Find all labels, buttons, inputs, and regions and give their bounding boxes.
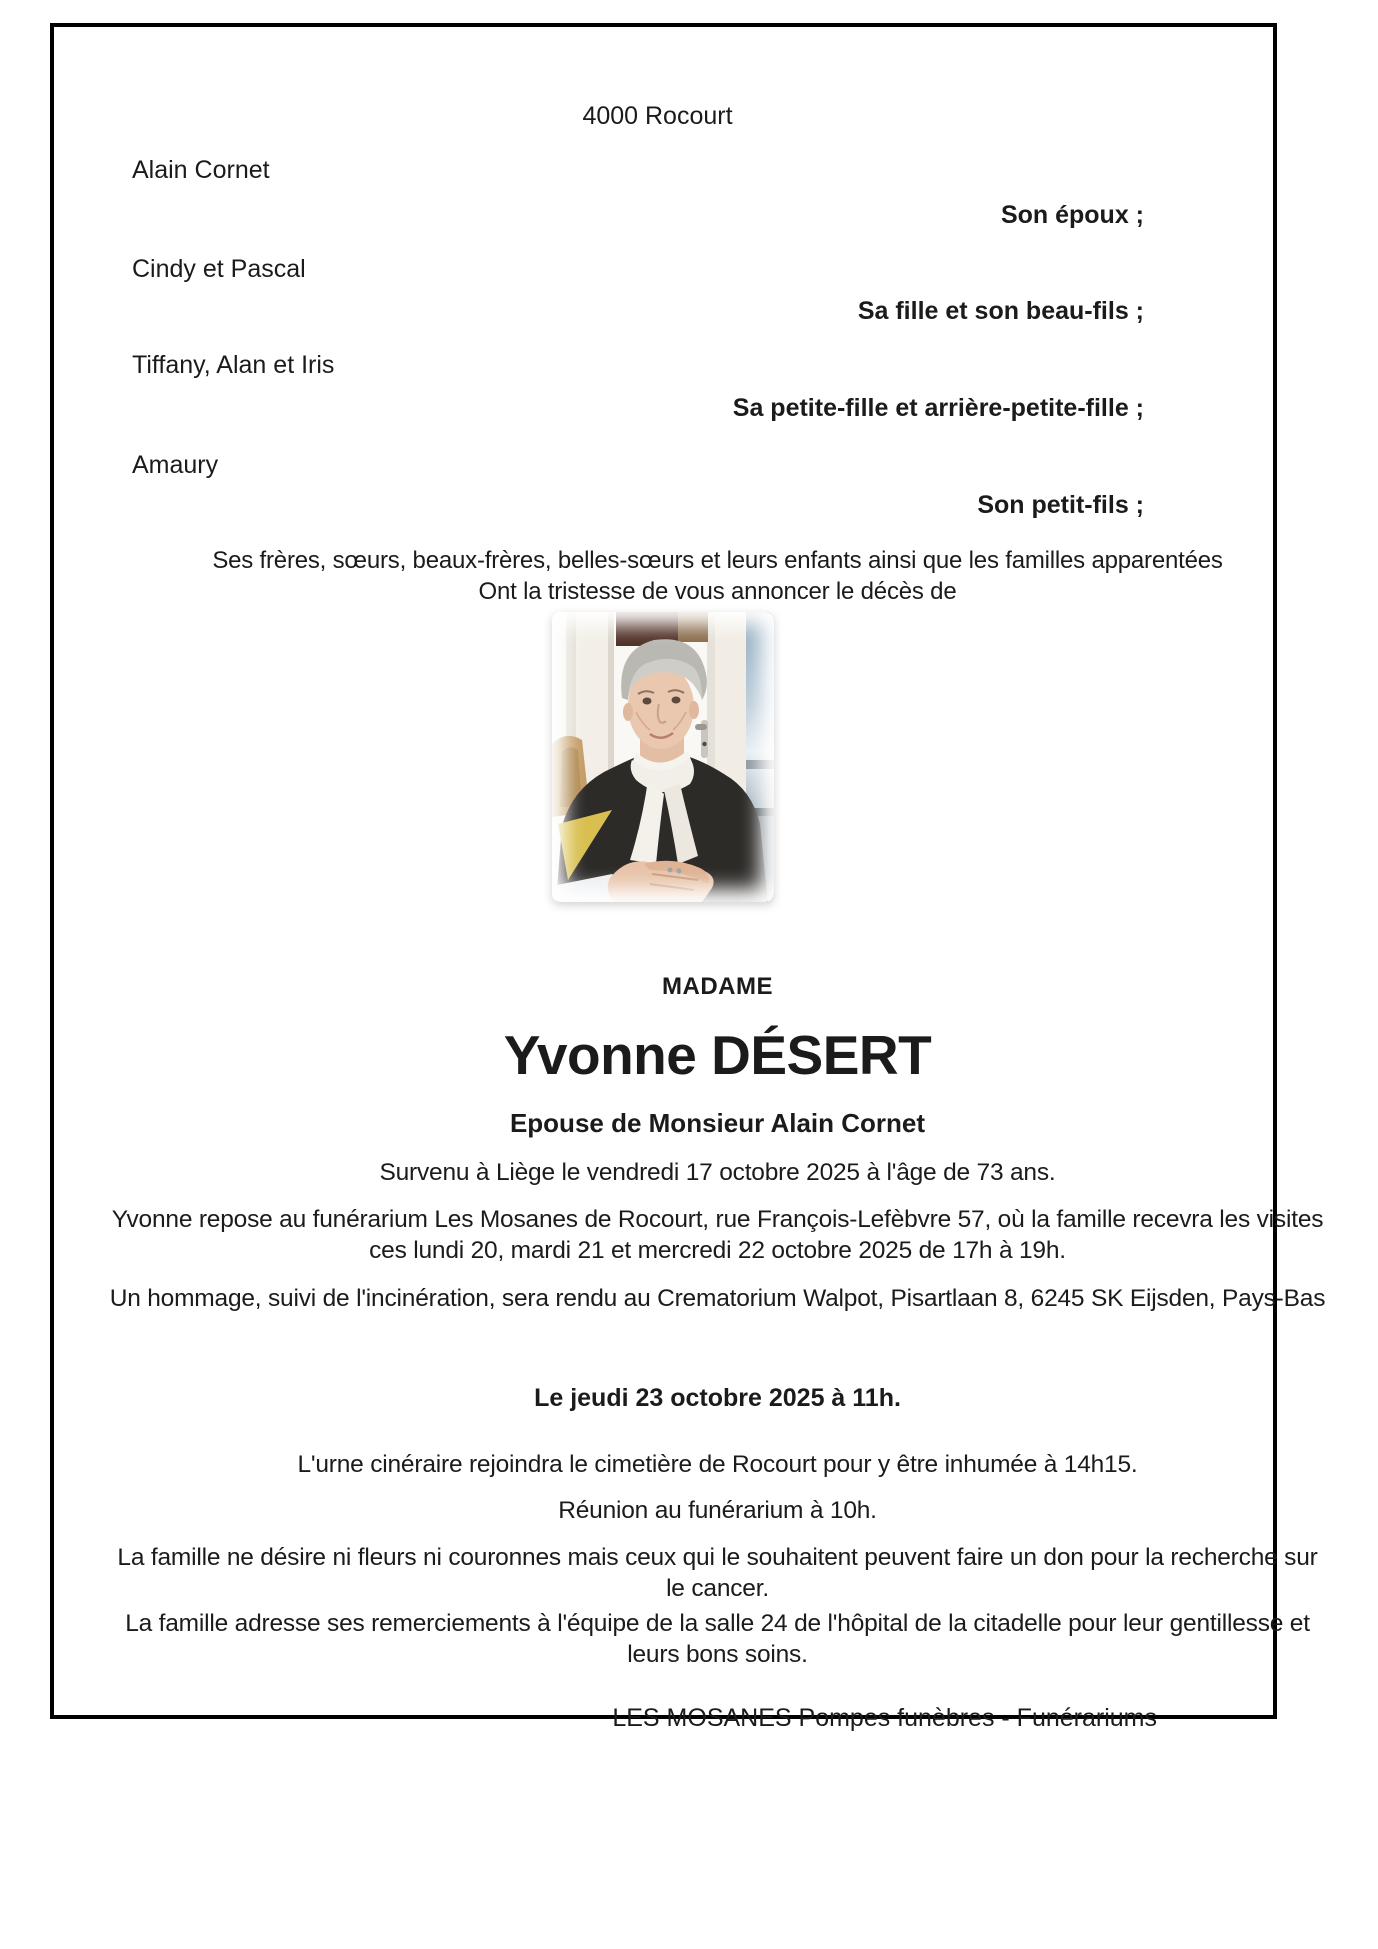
family-name: Alain Cornet bbox=[132, 156, 270, 184]
location-line: 4000 Rocourt bbox=[582, 102, 733, 130]
flowers-paragraph: La famille ne désire ni fleurs ni couronnes mais ceux qui le souhaitent peuvent faire un don pour la recherche sur le cancer. bbox=[117, 1544, 1318, 1602]
urn-line: L'urne cinéraire rejoindra le cimetière de Rocourt pour y être inhumée à 14h15. bbox=[297, 1451, 1138, 1478]
thanks-paragraph: La famille adresse ses remerciements à l'équipe de la salle 24 de l'hôpital de la citadelle pour leur gentillesse et leurs bons soins. bbox=[125, 1610, 1310, 1668]
family-relation: Sa fille et son beau-fils ; bbox=[857, 297, 1144, 325]
spouse-line: Epouse de Monsieur Alain Cornet bbox=[509, 1108, 926, 1138]
family-name: Amaury bbox=[132, 451, 219, 479]
meeting-line: Réunion au funérarium à 10h. bbox=[558, 1497, 877, 1524]
intro-line-2: Ont la tristesse de vous annoncer le décès de bbox=[478, 578, 957, 605]
family-name: Cindy et Pascal bbox=[132, 255, 306, 283]
portrait-photo bbox=[552, 612, 774, 902]
ceremony-paragraph: Un hommage, suivi de l'incinération, sera rendu au Crematorium Walpot, Pisartlaan 8, 6245 SK Eijsden, Pays-Bas bbox=[109, 1285, 1326, 1312]
ceremony-date: Le jeudi 23 octobre 2025 à 11h. bbox=[534, 1384, 901, 1412]
death-line: Survenu à Liège le vendredi 17 octobre 2025 à l'âge de 73 ans. bbox=[379, 1159, 1056, 1186]
family-relation: Sa petite-fille et arrière-petite-fille ; bbox=[732, 394, 1144, 422]
deceased-name: Yvonne DÉSERT bbox=[503, 1024, 932, 1086]
portrait-photo-illustration bbox=[552, 612, 774, 902]
funeral-home-footer: LES MOSANES Pompes funèbres - Funérariums bbox=[612, 1704, 1157, 1732]
honorific-title: MADAME bbox=[662, 973, 773, 1000]
repose-paragraph: Yvonne repose au funérarium Les Mosanes de Rocourt, rue François-Lefèbvre 57, où la famille recevra les visites ces lundi 20, mardi 21 et mercredi 22 octobre 2025 de 17h à 19h. bbox=[111, 1206, 1324, 1264]
family-relation: Son petit-fils ; bbox=[977, 491, 1144, 519]
intro-line-1: Ses frères, sœurs, beaux-frères, belles-sœurs et leurs enfants ainsi que les familles apparentées bbox=[212, 547, 1223, 574]
family-name: Tiffany, Alan et Iris bbox=[132, 351, 335, 379]
family-relation: Son époux ; bbox=[1000, 201, 1144, 229]
